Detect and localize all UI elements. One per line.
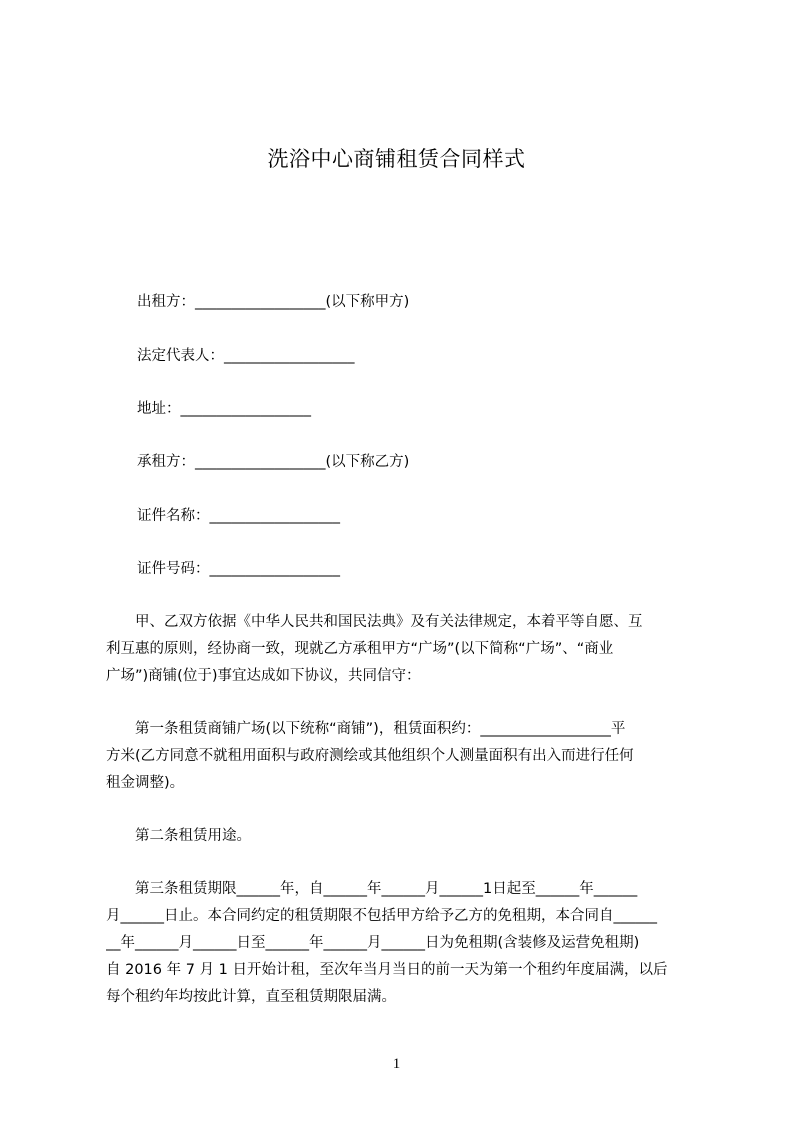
preamble-line-2: 利互惠的原则，经协商一致，现就乙方承租甲方“广场”(以下简称“广场”、“商业: [106, 641, 614, 657]
address-field: 地址：__________________: [137, 401, 311, 417]
preamble-line-3: 广场”)商铺(位于)事宜达成如下协议，共同信守：: [106, 668, 421, 684]
preamble-line-1: 甲、乙双方依据《中华人民共和国民法典》及有关法律规定，本着平等自愿、互: [106, 614, 643, 630]
article-1-line-1: 第一条租赁商铺广场(以下统称“商铺”)，租赁面积约：__________________平: [106, 721, 626, 737]
article-3-line-2: 月______日止。本合同约定的租赁期限不包括甲方给予乙方的免租期，本合同自______: [106, 908, 657, 924]
id-number-field: 证件号码：__________________: [137, 561, 340, 577]
id-type-field: 证件名称：__________________: [137, 508, 340, 524]
article-2: 第二条租赁用途。: [106, 828, 251, 844]
lessor-field: 出租方：__________________(以下称甲方): [137, 294, 410, 310]
article-1-line-2: 方米(乙方同意不就租用面积与政府测绘或其他组织个人测量面积有出入而进行任何: [106, 748, 634, 764]
page-number: 1: [392, 1056, 401, 1072]
article-1-line-3: 租金调整)。: [106, 775, 185, 791]
document-title: 洗浴中心商铺租赁合同样式: [267, 147, 526, 171]
article-3-line-3: __年______月______日至______年______月______日为免租期(含装修及运营免租期): [106, 935, 640, 951]
lessee-field: 承租方：__________________(以下称乙方): [137, 454, 410, 470]
legal-representative-field: 法定代表人：__________________: [137, 348, 355, 364]
article-3-line-5: 每个租约年均按此计算，直至租赁期限届满。: [106, 989, 396, 1005]
article-3-line-1: 第三条租赁期限______年，自______年______月______1日起至______年______: [106, 881, 638, 897]
article-3-line-4: 自 2016 年 7 月 1 日开始计租，至次年当月当日的前一天为第一个租约年度届满，以后: [106, 962, 668, 978]
